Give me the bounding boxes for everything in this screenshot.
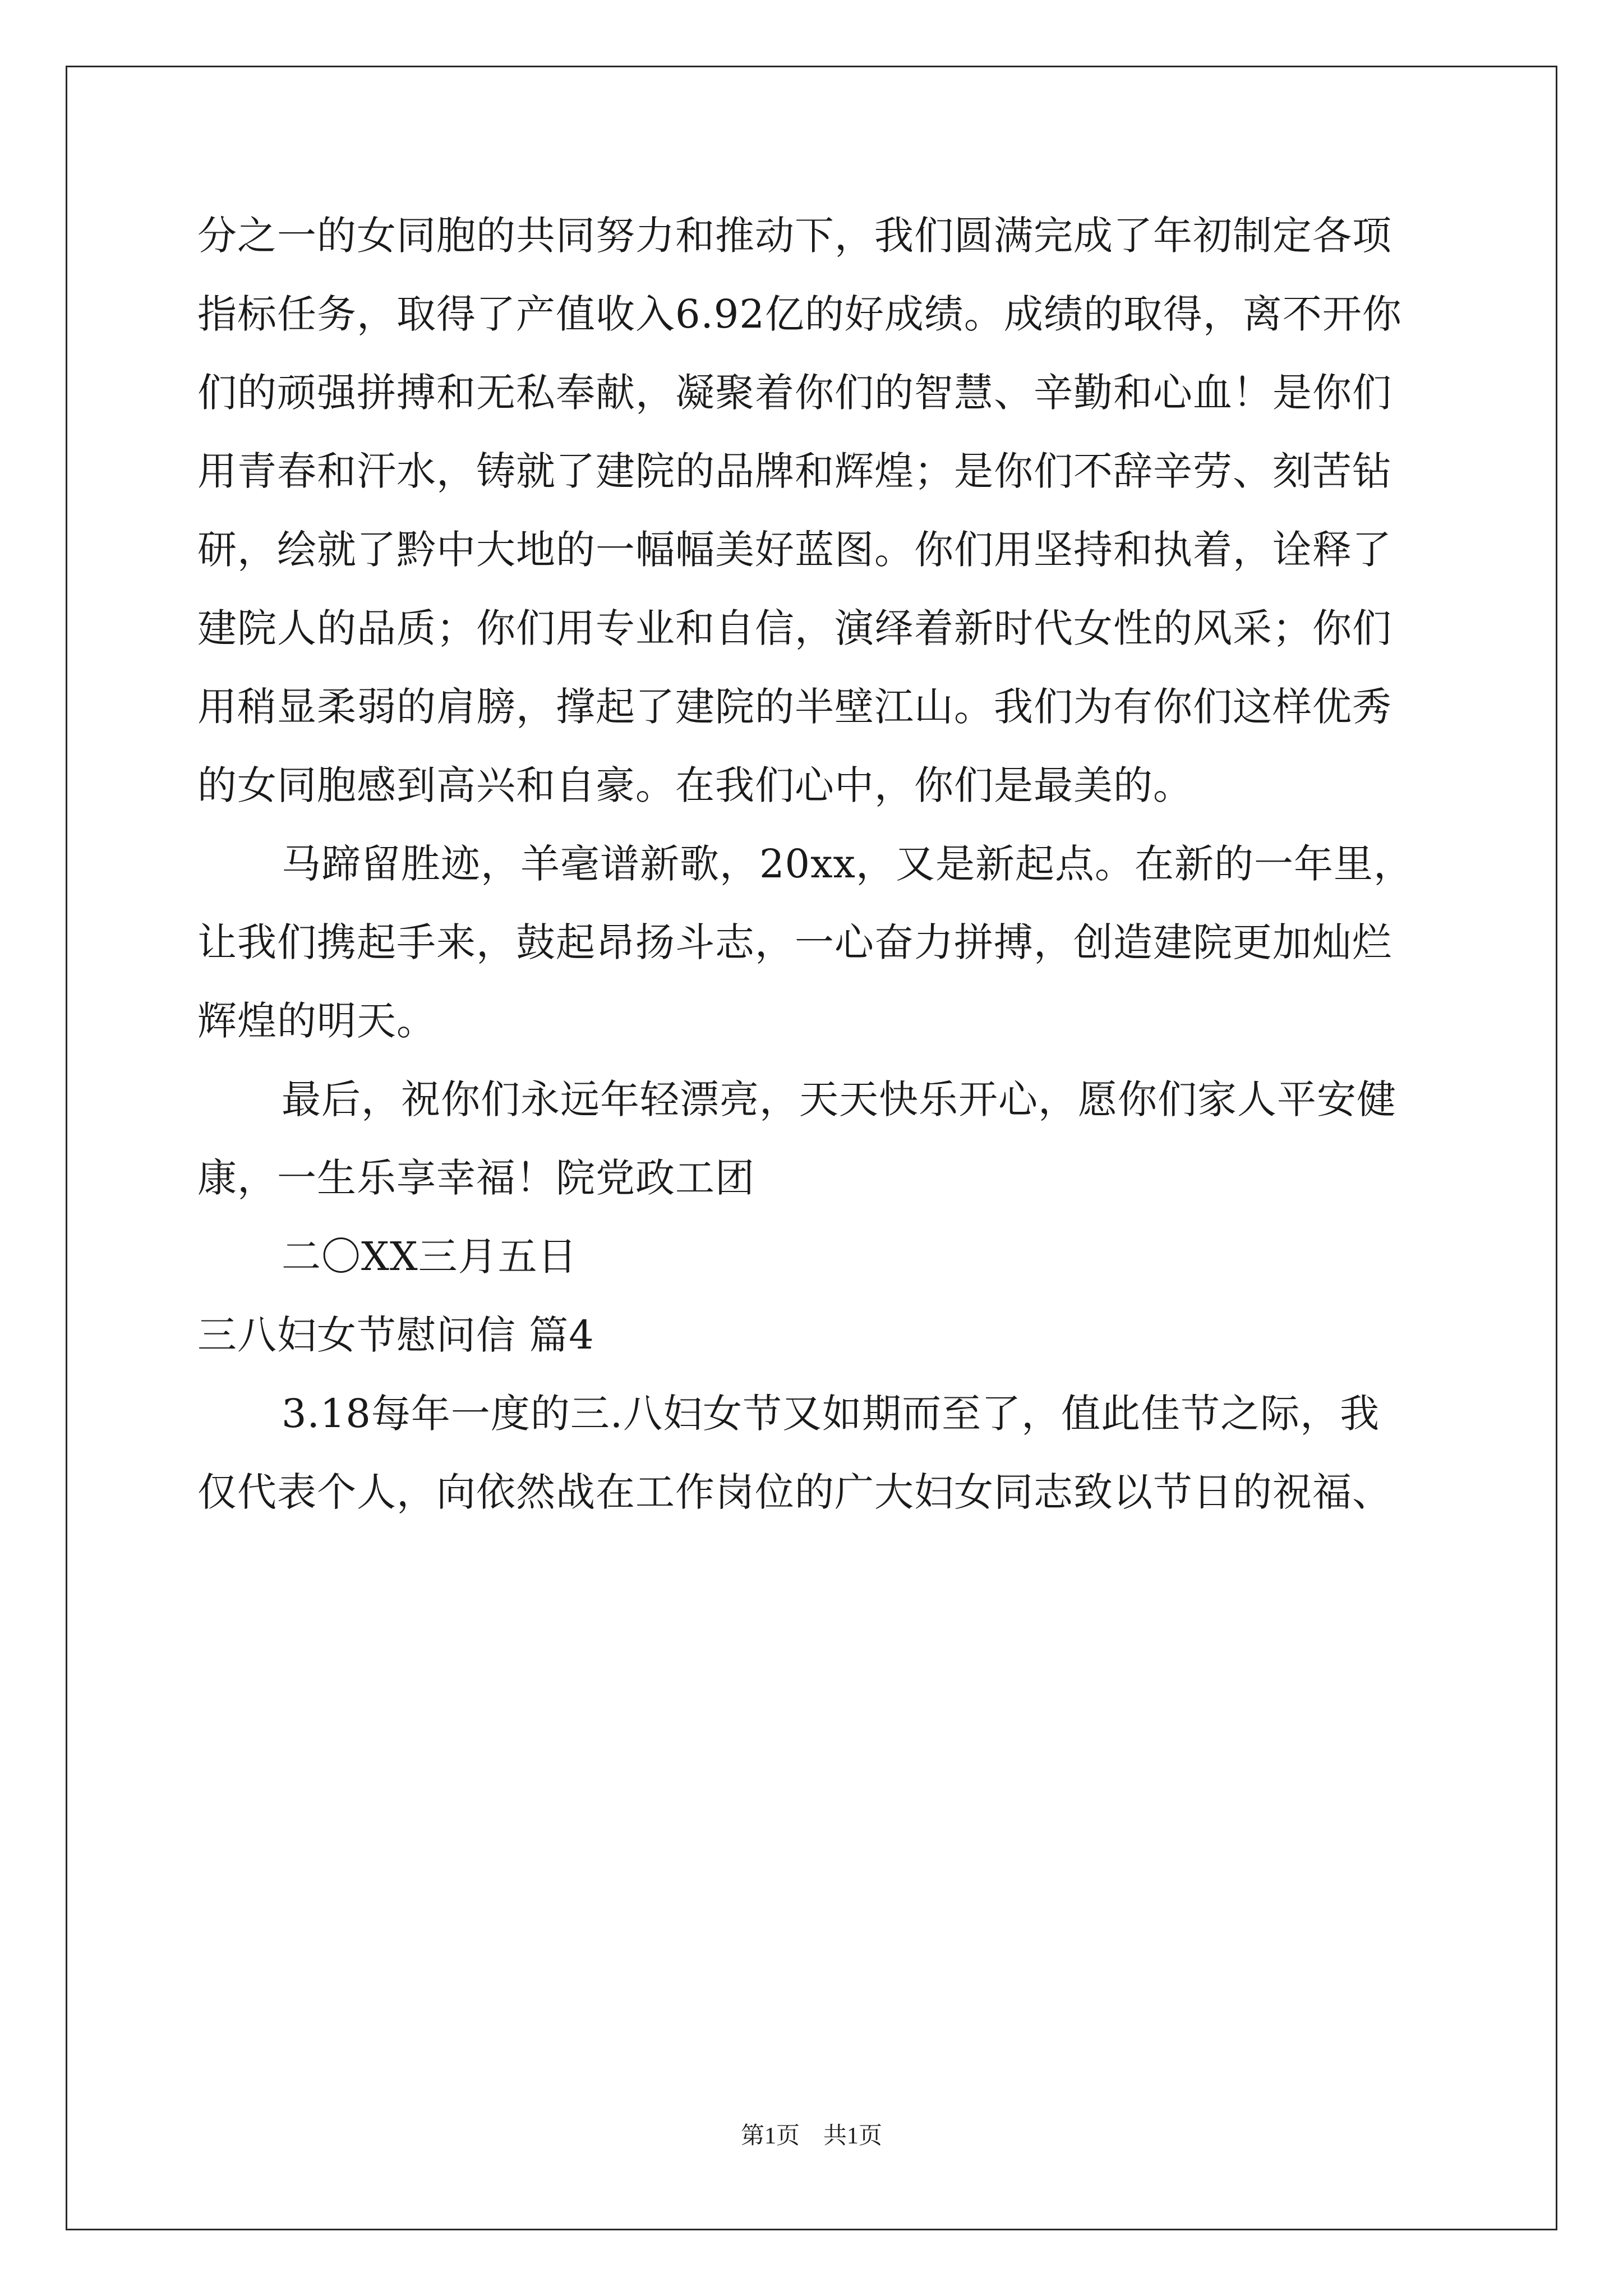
text-line: 分之一的女同胞的共同努力和推动下，我们圆满完成了年初制定各项 (197, 213, 1392, 259)
paragraph-start-line: 最后，祝你们永远年轻漂亮，天天快乐开心，愿你们家人平安健 (282, 1076, 1396, 1122)
text-line: 建院人的品质；你们用专业和自信，演绎着新时代女性的风采；你们 (197, 605, 1392, 651)
paragraph-start-line: 3.18每年一度的三.八妇女节又如期而至了，值此佳节之际，我 (282, 1391, 1380, 1437)
text-line: 让我们携起手来，鼓起昂扬斗志，一心奋力拼搏，创造建院更加灿烂 (197, 919, 1392, 965)
text-line: 的女同胞感到高兴和自豪。在我们心中，你们是最美的。 (197, 762, 1193, 808)
paragraph-start-line: 马蹄留胜迹，羊毫谱新歌，20xx，又是新起点。在新的一年里， (282, 841, 1414, 887)
signature-line: 康，一生乐享幸福！院党政工团 (197, 1155, 755, 1201)
page-number-footer: 第1页 共1页 (740, 2123, 882, 2149)
date-line: 二〇XX三月五日 (282, 1234, 578, 1280)
text-line: 仅代表个人，向依然战在工作岗位的广大妇女同志致以节日的祝福、 (197, 1469, 1392, 1515)
text-line: 们的顽强拼搏和无私奉献，凝聚着你们的智慧、辛勤和心血！是你们 (197, 370, 1392, 416)
document-body (197, 196, 1431, 1531)
text-line: 辉煌的明天。 (197, 998, 436, 1044)
section-heading: 三八妇女节慰问信 篇4 (197, 1312, 594, 1358)
text-line: 用青春和汗水，铸就了建院的品牌和辉煌；是你们不辞辛劳、刻苦钻 (197, 448, 1392, 494)
text-line: 用稍显柔弱的肩膀，撑起了建院的半壁江山。我们为有你们这样优秀 (197, 684, 1392, 730)
text-line: 指标任务，取得了产值收入6.92亿的好成绩。成绩的取得，离不开你 (197, 291, 1402, 337)
text-line: 研，绘就了黔中大地的一幅幅美好蓝图。你们用坚持和执着，诠释了 (197, 527, 1392, 573)
